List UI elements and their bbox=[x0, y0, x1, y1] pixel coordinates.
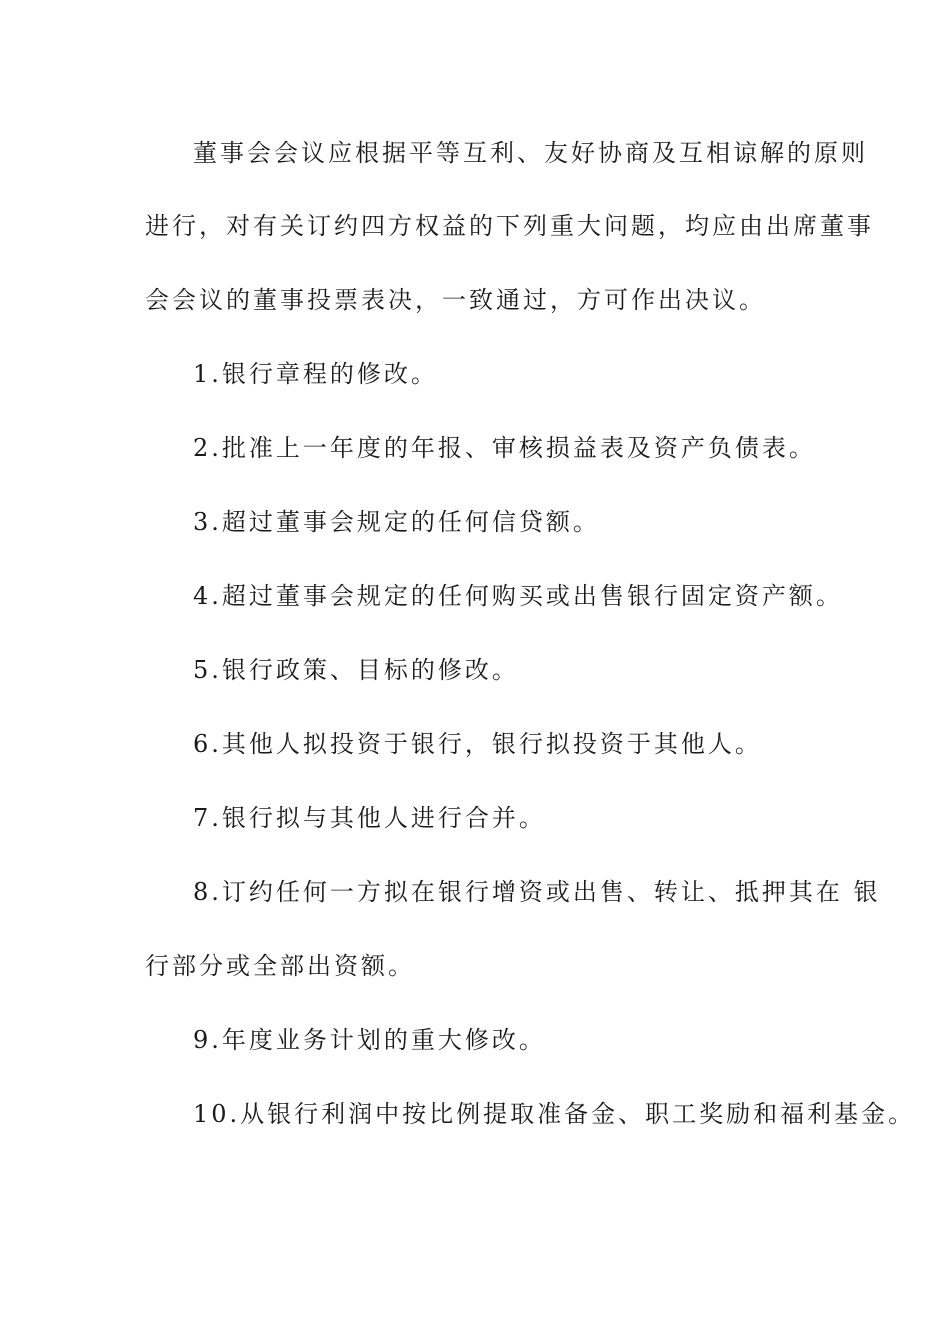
list-item-3: 3.超过董事会规定的任何信贷额。 bbox=[193, 508, 600, 536]
list-item-1: 1.银行章程的修改。 bbox=[193, 360, 438, 388]
paragraph-intro-line-3: 会会议的董事投票表决，一致通过，方可作出决议。 bbox=[145, 286, 766, 314]
list-item-8-line-2: 行部分或全部出资额。 bbox=[145, 952, 415, 980]
list-item-2: 2.批准上一年度的年报、审核损益表及资产负债表。 bbox=[193, 434, 816, 462]
list-item-8-line-1: 8.订约任何一方拟在银行增资或出售、转让、抵押其在 银 bbox=[193, 878, 881, 906]
list-item-9: 9.年度业务计划的重大修改。 bbox=[193, 1026, 546, 1054]
list-item-5: 5.银行政策、目标的修改。 bbox=[193, 656, 519, 684]
paragraph-intro-line-1: 董事会会议应根据平等互利、友好协商及互相谅解的原则 bbox=[193, 139, 868, 167]
list-item-6: 6.其他人拟投资于银行，银行拟投资于其他人。 bbox=[193, 730, 762, 758]
list-item-7: 7.银行拟与其他人进行合并。 bbox=[193, 804, 546, 832]
paragraph-intro-line-2: 进行，对有关订约四方权益的下列重大问题，均应由出席董事 bbox=[145, 212, 874, 240]
list-item-4: 4.超过董事会规定的任何购买或出售银行固定资产额。 bbox=[193, 582, 843, 610]
list-item-10: 10.从银行利润中按比例提取准备金、职工奖励和福利基金。 bbox=[193, 1100, 916, 1128]
